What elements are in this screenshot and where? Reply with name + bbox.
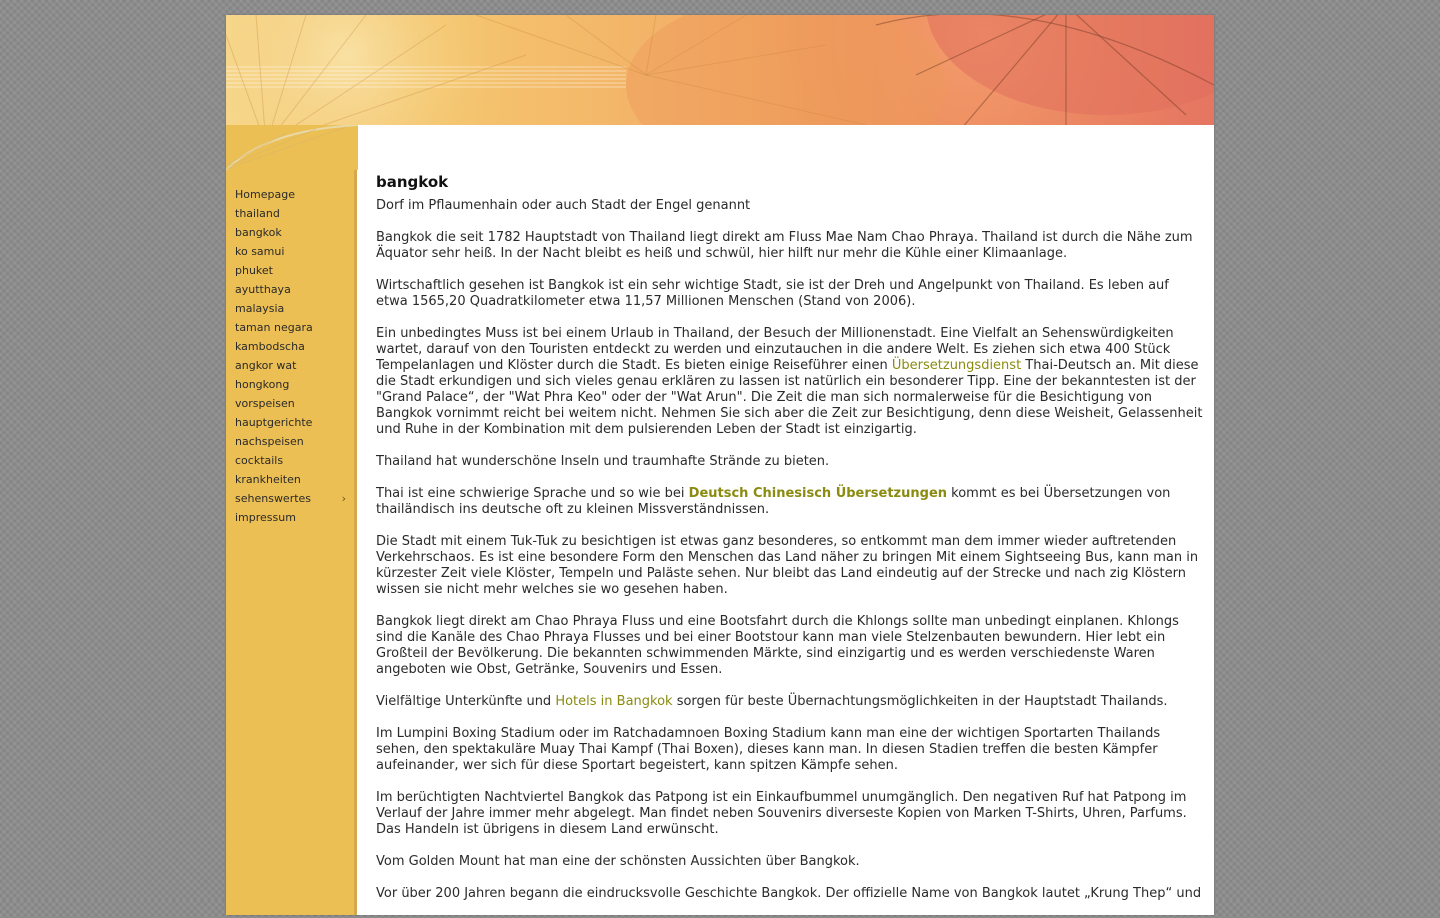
header-banner	[226, 15, 1214, 150]
paragraph: Im berüchtigten Nachtviertel Bangkok das Patpong ist ein Einkaufbummel unumgänglich. Den negativen Ruf hat Patpong im Verlauf der Jahre immer mehr abgelegt. Man findet neben Souvenirs diverseste Kopien von Marken T-Shirts, Uhren, Parfums. Das Handeln ist übrigens in diesem Land erwünscht.	[376, 790, 1187, 837]
nav-item-label: hongkong	[235, 378, 290, 391]
paragraph: Vom Golden Mount hat man eine der schönsten Aussichten über Bangkok.	[376, 854, 860, 869]
nav-item-taman-negara[interactable]	[226, 318, 354, 337]
sidebar-nav	[226, 185, 354, 527]
nav-item-label: sehenswertes	[235, 492, 312, 505]
link-deutsch-chinesisch-uebersetzungen[interactable]: Deutsch Chinesisch Übersetzungen	[688, 486, 948, 501]
nav-item-label: angkor wat	[235, 359, 297, 372]
paragraph-text: sorgen für beste Übernachtungsmöglichkeiten in der Hauptstadt Thailands.	[672, 694, 1168, 709]
paragraph-text: Thai ist eine schwierige Sprache und so wie bei	[376, 486, 689, 501]
nav-item-thailand[interactable]	[226, 204, 354, 223]
paragraph-text: Ein unbedingtes Muss ist bei einem Urlaub in Thailand, der Besuch der Millionenstadt. Eine Vielfalt an Sehenswürdigkeiten wartet, darauf von den Touristen entdeckt zu werden und einzutauchen in die andere Welt. Es ziehen sich etwa 400 Stück Tempelanlagen und Klöster durch die Stadt. Es bieten einige Reiseführer einen	[376, 326, 1174, 373]
nav-item-krankheiten[interactable]	[226, 470, 354, 489]
paragraph: Im Lumpini Boxing Stadium oder im Ratchadamnoen Boxing Stadium kann man eine der wichtigen Sportarten Thailands sehen, den spektakuläre Muay Thai Kampf (Thai Boxen), dieses kann man. In diesen Stadien treffen die besten Kämpfer aufeinander, wer sich für diese Sportart begeistert, kann spitzen Kämpfe sehen.	[376, 726, 1161, 773]
nav-item-nachspeisen[interactable]	[226, 432, 354, 451]
sidebar-curve-decoration	[226, 125, 358, 170]
nav-item-label: krankheiten	[235, 473, 301, 486]
nav-item-label: cocktails	[235, 454, 284, 467]
paragraph	[376, 326, 1204, 438]
main-content	[376, 170, 1204, 918]
nav-item-malaysia[interactable]	[226, 299, 354, 318]
nav-item-angkor-wat[interactable]	[226, 356, 354, 375]
nav-item-label: malaysia	[235, 302, 285, 315]
nav-item-ayutthaya[interactable]	[226, 280, 354, 299]
nav-item-vorspeisen[interactable]	[226, 394, 354, 413]
paragraph: Die Stadt mit einem Tuk-Tuk zu besichtigen ist etwas ganz besonderes, so entkommt man dem immer wieder auftretenden Verkehrschaos. Es ist eine besondere Form den Menschen das Land näher zu bringen Mit einem Sightseeing Bus, kann man in kürzester Zeit viele Klöster, Tempeln und Paläste sehen. Nur bleibt das Land eindeutig auf der Strecke und nach zig Klöstern wissen sie nicht mehr welches sie wo gesehen haben.	[376, 534, 1199, 597]
page-container	[226, 15, 1214, 915]
nav-item-phuket[interactable]	[226, 261, 354, 280]
link-uebersetzungsdienst[interactable]: Übersetzungsdienst	[891, 358, 1022, 373]
nav-item-label: thailand	[235, 207, 280, 220]
chevron-right-icon: ›	[341, 492, 346, 505]
nav-item-label: Homepage	[235, 188, 295, 201]
paragraph	[376, 694, 1204, 710]
nav-item-label: hauptgerichte	[235, 416, 313, 429]
paragraph: Bangkok liegt direkt am Chao Phraya Fluss und eine Bootsfahrt durch die Khlongs sollte man unbedingt einplanen. Khlongs sind die Kanäle des Chao Phraya Flusses und bei einer Bootstour kann man viele Stelzenbauten bewundern. Hier lebt ein Großteil der Bevölkerung. Die bekannten schwimmenden Märkte, sind einzigartig und es werden verschiedenste Waren angeboten wie Obst, Getränke, Souvenirs und Essen.	[376, 614, 1179, 677]
nav-item-label: ko samui	[235, 245, 285, 258]
page-title: bangkok	[376, 173, 449, 191]
paragraph-text: Thai-Deutsch an. Mit diese die Stadt erkundigen und sich vieles genau erklären zu lassen ist natürlich ein besonderer Tipp. Eine der bekanntesten ist der "Grand Palace“, der "Wat Phra Keo" oder der "Wat Arun". Die Zeit die man sich normalerweise für die Besichtigung von Bangkok vornimmt reicht bei weitem nicht. Nehmen Sie sich aber die Zeit zur Besichtigung, denn diese Weisheit, Gelassenheit und Ruhe in der Kombination mit dem pulsierenden Leben der Stadt ist einzigartig.	[376, 358, 1203, 437]
link-hotels-in-bangkok[interactable]: Hotels in Bangkok	[555, 694, 673, 709]
header-bottom-edge	[356, 125, 1214, 150]
paragraph: Bangkok die seit 1782 Hauptstadt von Thailand liegt direkt am Fluss Mae Nam Chao Phraya. Thailand ist durch die Nähe zum Äquator sehr heiß. In der Nacht bleibt es heiß und schwül, hier hilft nur mehr die Kühle einer Klimaanlage.	[376, 230, 1193, 261]
nav-item-label: bangkok	[235, 226, 282, 239]
paragraph	[376, 486, 1204, 518]
nav-item-label: nachspeisen	[235, 435, 304, 448]
paragraph: Thailand hat wunderschöne Inseln und traumhafte Strände zu bieten.	[376, 454, 830, 469]
nav-item-ko-samui[interactable]	[226, 242, 354, 261]
nav-item-label: vorspeisen	[235, 397, 295, 410]
paragraph: Wirtschaftlich gesehen ist Bangkok ist ein sehr wichtige Stadt, sie ist der Dreh und Angelpunkt von Thailand. Es leben auf etwa 1565,20 Quadratkilometer etwa 11,57 Millionen Menschen (Stand von 2006).	[376, 278, 1169, 309]
nav-item-sehenswertes[interactable]	[226, 489, 354, 508]
nav-item-cocktails[interactable]	[226, 451, 354, 470]
nav-item-hauptgerichte[interactable]	[226, 413, 354, 432]
nav-item-kambodscha[interactable]	[226, 337, 354, 356]
paragraph-text: Vielfältige Unterkünfte und	[376, 694, 556, 709]
nav-item-label: taman negara	[235, 321, 313, 334]
nav-item-label: kambodscha	[235, 340, 305, 353]
nav-item-bangkok[interactable]	[226, 223, 354, 242]
paragraph-text: kommt es bei Übersetzungen von thailändisch ins deutsche oft zu kleinen Missverständnissen.	[376, 486, 1171, 517]
nav-item-label: ayutthaya	[235, 283, 291, 296]
page-subtitle: Dorf im Pflaumenhain oder auch Stadt der Engel genannt	[376, 198, 751, 213]
nav-item-hongkong[interactable]	[226, 375, 354, 394]
nav-item-homepage[interactable]	[226, 185, 354, 204]
nav-item-label: phuket	[235, 264, 273, 277]
nav-item-label: impressum	[235, 511, 296, 524]
paragraph: Vor über 200 Jahren begann die eindrucksvolle Geschichte Bangkok. Der offizielle Name von Bangkok lautet „Krung Thep“ und	[376, 886, 1202, 901]
nav-item-impressum[interactable]	[226, 508, 354, 527]
